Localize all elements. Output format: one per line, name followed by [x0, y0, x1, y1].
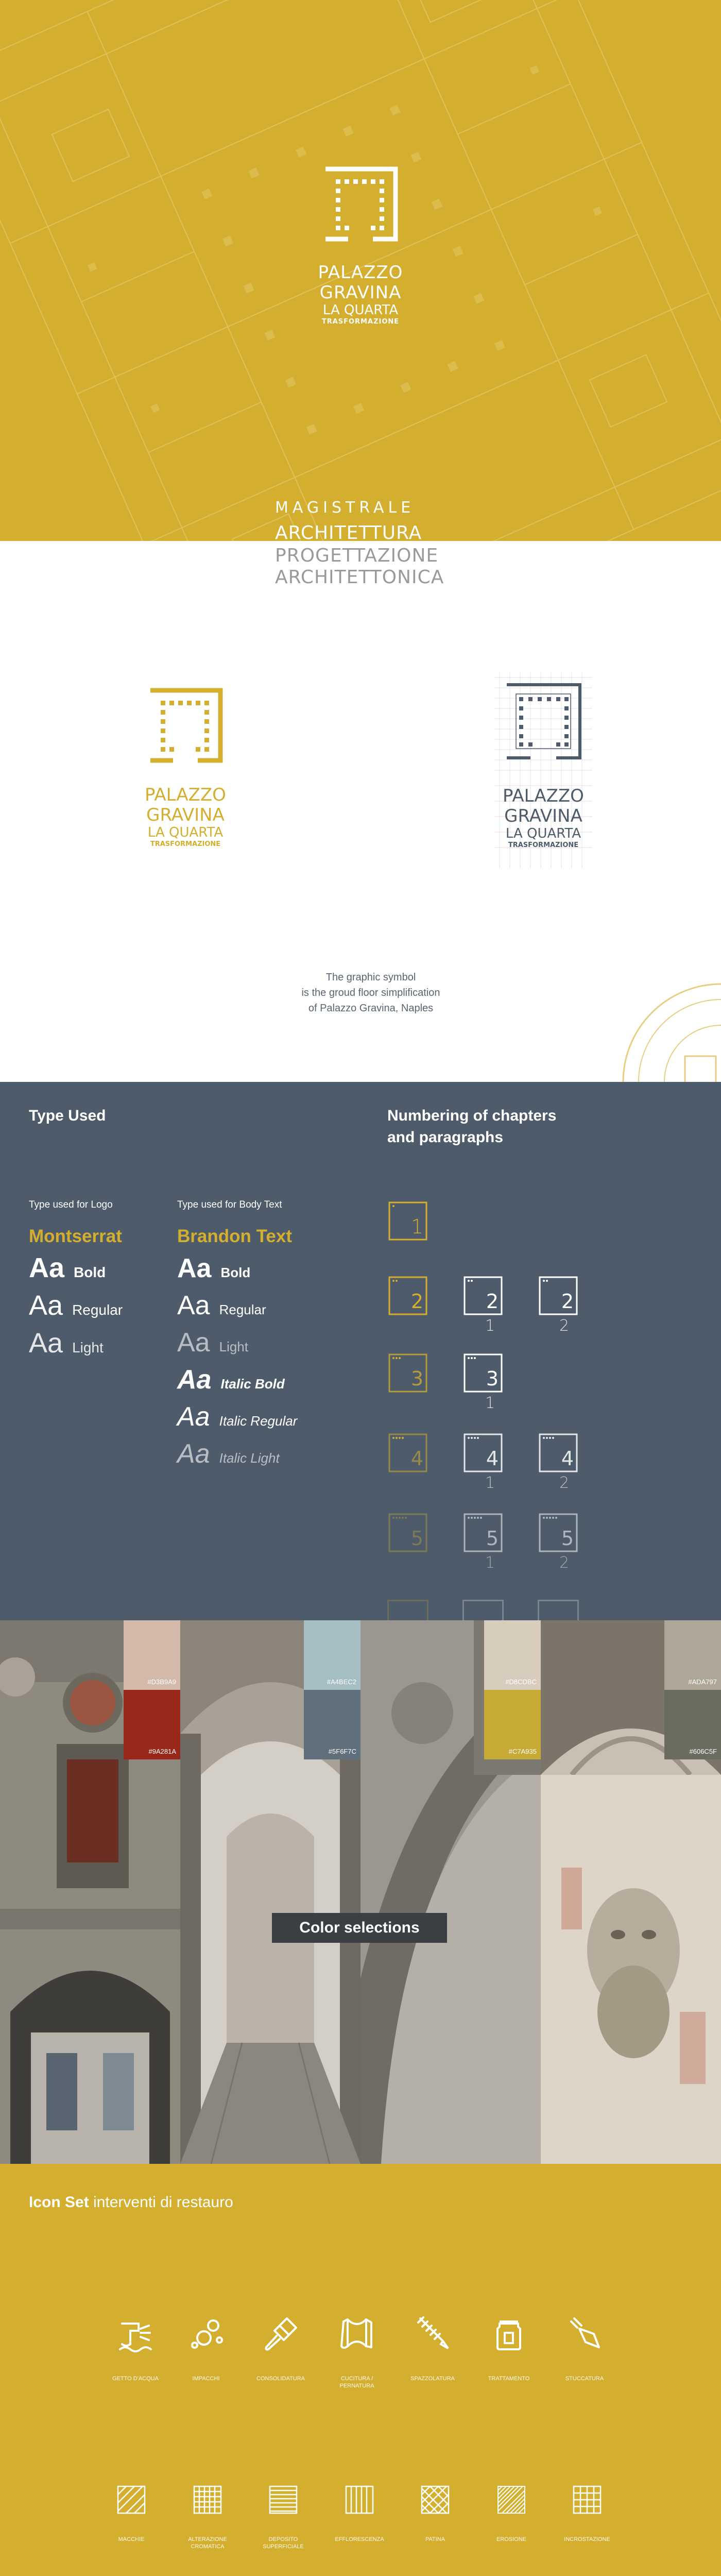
- course-line-4: ARCHITETTONICA: [275, 567, 444, 588]
- icon-label: EROSIONE: [496, 2536, 527, 2543]
- chapter-number: 3: [486, 1367, 499, 1390]
- chapter-number: 5: [410, 1527, 424, 1550]
- caption-line-2: is the groud floor simplification: [301, 987, 440, 998]
- swatch-hex: #9A281A: [148, 1748, 176, 1755]
- icon-label: EFFLORESCENZA: [335, 2536, 384, 2543]
- swatch-hex: #D3B9A9: [147, 1678, 176, 1686]
- paragraph-chip: [538, 1512, 579, 1553]
- icon-cell: [554, 2313, 615, 2382]
- brush-consolidation-icon: [260, 2313, 301, 2354]
- paragraph-number: 1: [485, 1474, 495, 1492]
- caption-line-1: The graphic symbol: [325, 972, 416, 983]
- logo-line-3: LA QUARTA: [147, 825, 224, 841]
- icon-cell: [478, 2313, 540, 2382]
- chapter-number: 4: [486, 1447, 499, 1470]
- color-swatch: [484, 1620, 541, 1690]
- hero-logo-wordmark: [288, 263, 433, 326]
- numbering-title-line-1: Numbering of chapters: [387, 1107, 557, 1124]
- color-photos-strip: [0, 1620, 721, 2164]
- sample-aa: Aa: [177, 1291, 210, 1320]
- body-sample-regular: [177, 1290, 266, 1321]
- logo-line-3: LA QUARTA: [322, 302, 399, 318]
- faded-chip: [387, 1600, 428, 1620]
- logo-line-3: LA QUARTA: [505, 826, 581, 842]
- hatch-plus-icon: [572, 2484, 603, 2515]
- sample-weight: Italic Bold: [220, 1376, 285, 1392]
- swatch-hex: #ADA797: [688, 1678, 717, 1686]
- course-line-2: ARCHITETTURA: [275, 522, 422, 544]
- paragraph-chip: [538, 1432, 579, 1473]
- faded-chip: [538, 1600, 579, 1620]
- color-swatch: [484, 1690, 541, 1759]
- chapter-number: 1: [410, 1215, 424, 1238]
- icon-label: PATINA: [425, 2536, 445, 2543]
- sample-weight: Light: [72, 1340, 104, 1355]
- icon-label: MACCHIE: [118, 2536, 145, 2543]
- sample-weight: Bold: [74, 1264, 106, 1280]
- icon-cell: [480, 2484, 542, 2543]
- color-selections-label: Color selections: [272, 1913, 447, 1943]
- logo-line-4: TRASFORMAZIONE: [508, 841, 579, 850]
- sample-aa: Aa: [177, 1253, 212, 1283]
- numbering-title-line-2: and paragraphs: [387, 1129, 504, 1146]
- chapter-number: 4: [410, 1447, 424, 1470]
- color-swatch: [304, 1620, 360, 1690]
- course-line-3: PROGETTAZIONE: [275, 545, 439, 566]
- sample-aa: Aa: [177, 1439, 210, 1469]
- paragraph-number: 2: [559, 1317, 570, 1335]
- chapter-number: 3: [410, 1367, 424, 1390]
- icon-label: GETTO D'ACQUA: [112, 2376, 159, 2382]
- icon-set-title-bold: Icon Set: [29, 2194, 89, 2211]
- logo-line-2: GRAVINA: [146, 805, 225, 826]
- icon-cell: [100, 2484, 162, 2543]
- sample-aa: Aa: [177, 1365, 212, 1395]
- hatch-grid-icon: [192, 2484, 223, 2515]
- paragraph-number: 1: [485, 1554, 495, 1572]
- logo-line-2: GRAVINA: [504, 806, 582, 827]
- logo-line-1: PALAZZO: [145, 785, 226, 805]
- paragraph-number: 1: [485, 1317, 495, 1335]
- sample-aa: Aa: [29, 1328, 63, 1359]
- treatment-jar-icon: [488, 2313, 529, 2354]
- caption-line-3: of Palazzo Gravina, Naples: [308, 1003, 434, 1014]
- logo-line-2: GRAVINA: [319, 282, 402, 303]
- icon-label: IMPACCHI: [192, 2376, 220, 2382]
- chapter-number: 5: [486, 1527, 499, 1550]
- sample-weight: Italic Light: [219, 1450, 280, 1466]
- hatch-diagonal-dense-icon: [496, 2484, 527, 2515]
- icon-label: SPAZZOLATURA: [410, 2376, 455, 2382]
- chapter-chip: [387, 1352, 428, 1394]
- color-swatch: [304, 1690, 360, 1759]
- gold-logo-wordmark: [113, 785, 258, 849]
- paragraph-chip: [462, 1352, 504, 1394]
- swatch-hex: #D8CDBC: [505, 1678, 537, 1686]
- color-swatch: [664, 1690, 721, 1759]
- logo-line-4: TRASFORMAZIONE: [150, 840, 221, 849]
- icon-cell: [329, 2484, 390, 2543]
- icon-cell: [326, 2313, 388, 2389]
- icon-label: CONSOLIDATURA: [256, 2376, 305, 2382]
- body-sample-italic-regular: [177, 1401, 297, 1432]
- logo-line-4: TRASFORMAZIONE: [321, 318, 400, 326]
- symbol-caption: [258, 970, 484, 1016]
- paragraph-chip: [538, 1275, 579, 1316]
- swatch-hex: #5F6F7C: [328, 1748, 356, 1755]
- paragraph-number: 2: [559, 1474, 570, 1492]
- chapter-number: 5: [561, 1527, 574, 1550]
- logo-line-1: PALAZZO: [503, 786, 584, 806]
- logo-sample-regular: [29, 1290, 123, 1321]
- logo-line-1: PALAZZO: [318, 262, 403, 283]
- hatch-horizontal-icon: [268, 2484, 299, 2515]
- faded-chip: [462, 1600, 504, 1620]
- chapter-chip: [387, 1275, 428, 1316]
- palazzo-logo-icon: [321, 165, 400, 243]
- icon-label: CUCITURA / PERNATURA: [339, 2376, 374, 2389]
- sample-weight: Light: [219, 1339, 248, 1354]
- body-sample-light: [177, 1327, 248, 1358]
- gold-logo-icon: [146, 686, 225, 765]
- scrub-brush-icon: [412, 2313, 453, 2354]
- icon-set-title-rest: interventi di restauro: [89, 2194, 233, 2211]
- icon-cell: [175, 2313, 237, 2382]
- color-swatch: [664, 1620, 721, 1690]
- sample-aa: Aa: [29, 1252, 65, 1283]
- icon-label: ALTERAZIONE CROMATICA: [188, 2536, 227, 2550]
- sample-weight: Bold: [220, 1265, 251, 1280]
- hatch-diagonal-icon: [116, 2484, 147, 2515]
- paragraph-chip: [462, 1512, 504, 1553]
- plaster-patch-icon: [185, 2313, 227, 2354]
- icon-cell: [404, 2484, 466, 2543]
- sample-weight: Regular: [72, 1302, 123, 1318]
- sample-aa: Aa: [29, 1290, 63, 1321]
- typography-section: [0, 1082, 721, 1620]
- swatch-hex: #606C5F: [689, 1748, 717, 1755]
- paragraph-number: 1: [485, 1394, 495, 1412]
- swatch-hex: #A4BEC2: [327, 1678, 356, 1686]
- slate-logo-wordmark: [471, 786, 615, 850]
- body-type-label: Type used for Body Text: [177, 1199, 282, 1210]
- sample-aa: Aa: [177, 1328, 210, 1358]
- icon-cell: [250, 2313, 312, 2382]
- icon-cell: [556, 2484, 618, 2543]
- chapter-number: 2: [410, 1290, 424, 1313]
- color-swatch: [124, 1620, 180, 1690]
- chapter-chip: [387, 1512, 428, 1553]
- swatch-hex: #C7A935: [508, 1748, 537, 1755]
- logo-sample-bold: [29, 1252, 106, 1284]
- icon-set-title: [29, 2194, 233, 2211]
- icon-cell: [402, 2313, 464, 2382]
- anchor-icon: [336, 2313, 377, 2354]
- icon-label: STUCCATURA: [565, 2376, 604, 2382]
- water-jet-icon: [115, 2313, 156, 2354]
- sample-weight: Regular: [219, 1302, 266, 1317]
- paragraph-number: 2: [559, 1554, 570, 1572]
- chapter-chip: [387, 1200, 428, 1242]
- paragraph-chip: [462, 1432, 504, 1473]
- chapter-number: 2: [486, 1290, 499, 1313]
- hatch-cross-icon: [420, 2484, 451, 2515]
- logo-sample-light: [29, 1327, 104, 1359]
- body-font-name: Brandon Text: [177, 1226, 292, 1246]
- course-line-1: MAGISTRALE: [275, 499, 415, 517]
- chapter-chip: [387, 1432, 428, 1473]
- icon-cell: [105, 2313, 166, 2382]
- icon-cell: [252, 2484, 314, 2550]
- hero-banner: [0, 0, 721, 541]
- icon-cell: [177, 2484, 238, 2550]
- icon-label: TRATTAMENTO: [488, 2376, 530, 2382]
- icon-label: DEPOSITO SUPERFICIALE: [263, 2536, 304, 2550]
- trowel-icon: [564, 2313, 605, 2354]
- sample-aa: Aa: [177, 1402, 210, 1432]
- color-swatch: [124, 1690, 180, 1759]
- chapter-number: 2: [561, 1290, 574, 1313]
- body-sample-italic-bold: [177, 1364, 285, 1395]
- chapter-number: 4: [561, 1447, 574, 1470]
- icon-label: INCROSTAZIONE: [564, 2536, 610, 2543]
- sample-weight: Italic Regular: [219, 1413, 298, 1429]
- body-sample-italic-light: [177, 1438, 280, 1469]
- paragraph-chip: [462, 1275, 504, 1316]
- logo-type-label: Type used for Logo: [29, 1199, 113, 1210]
- type-used-title: Type Used: [29, 1107, 106, 1124]
- body-sample-bold: [177, 1253, 250, 1284]
- logo-font-name: Montserrat: [29, 1226, 122, 1246]
- numbering-title: [387, 1105, 556, 1148]
- hatch-vertical-icon: [344, 2484, 375, 2515]
